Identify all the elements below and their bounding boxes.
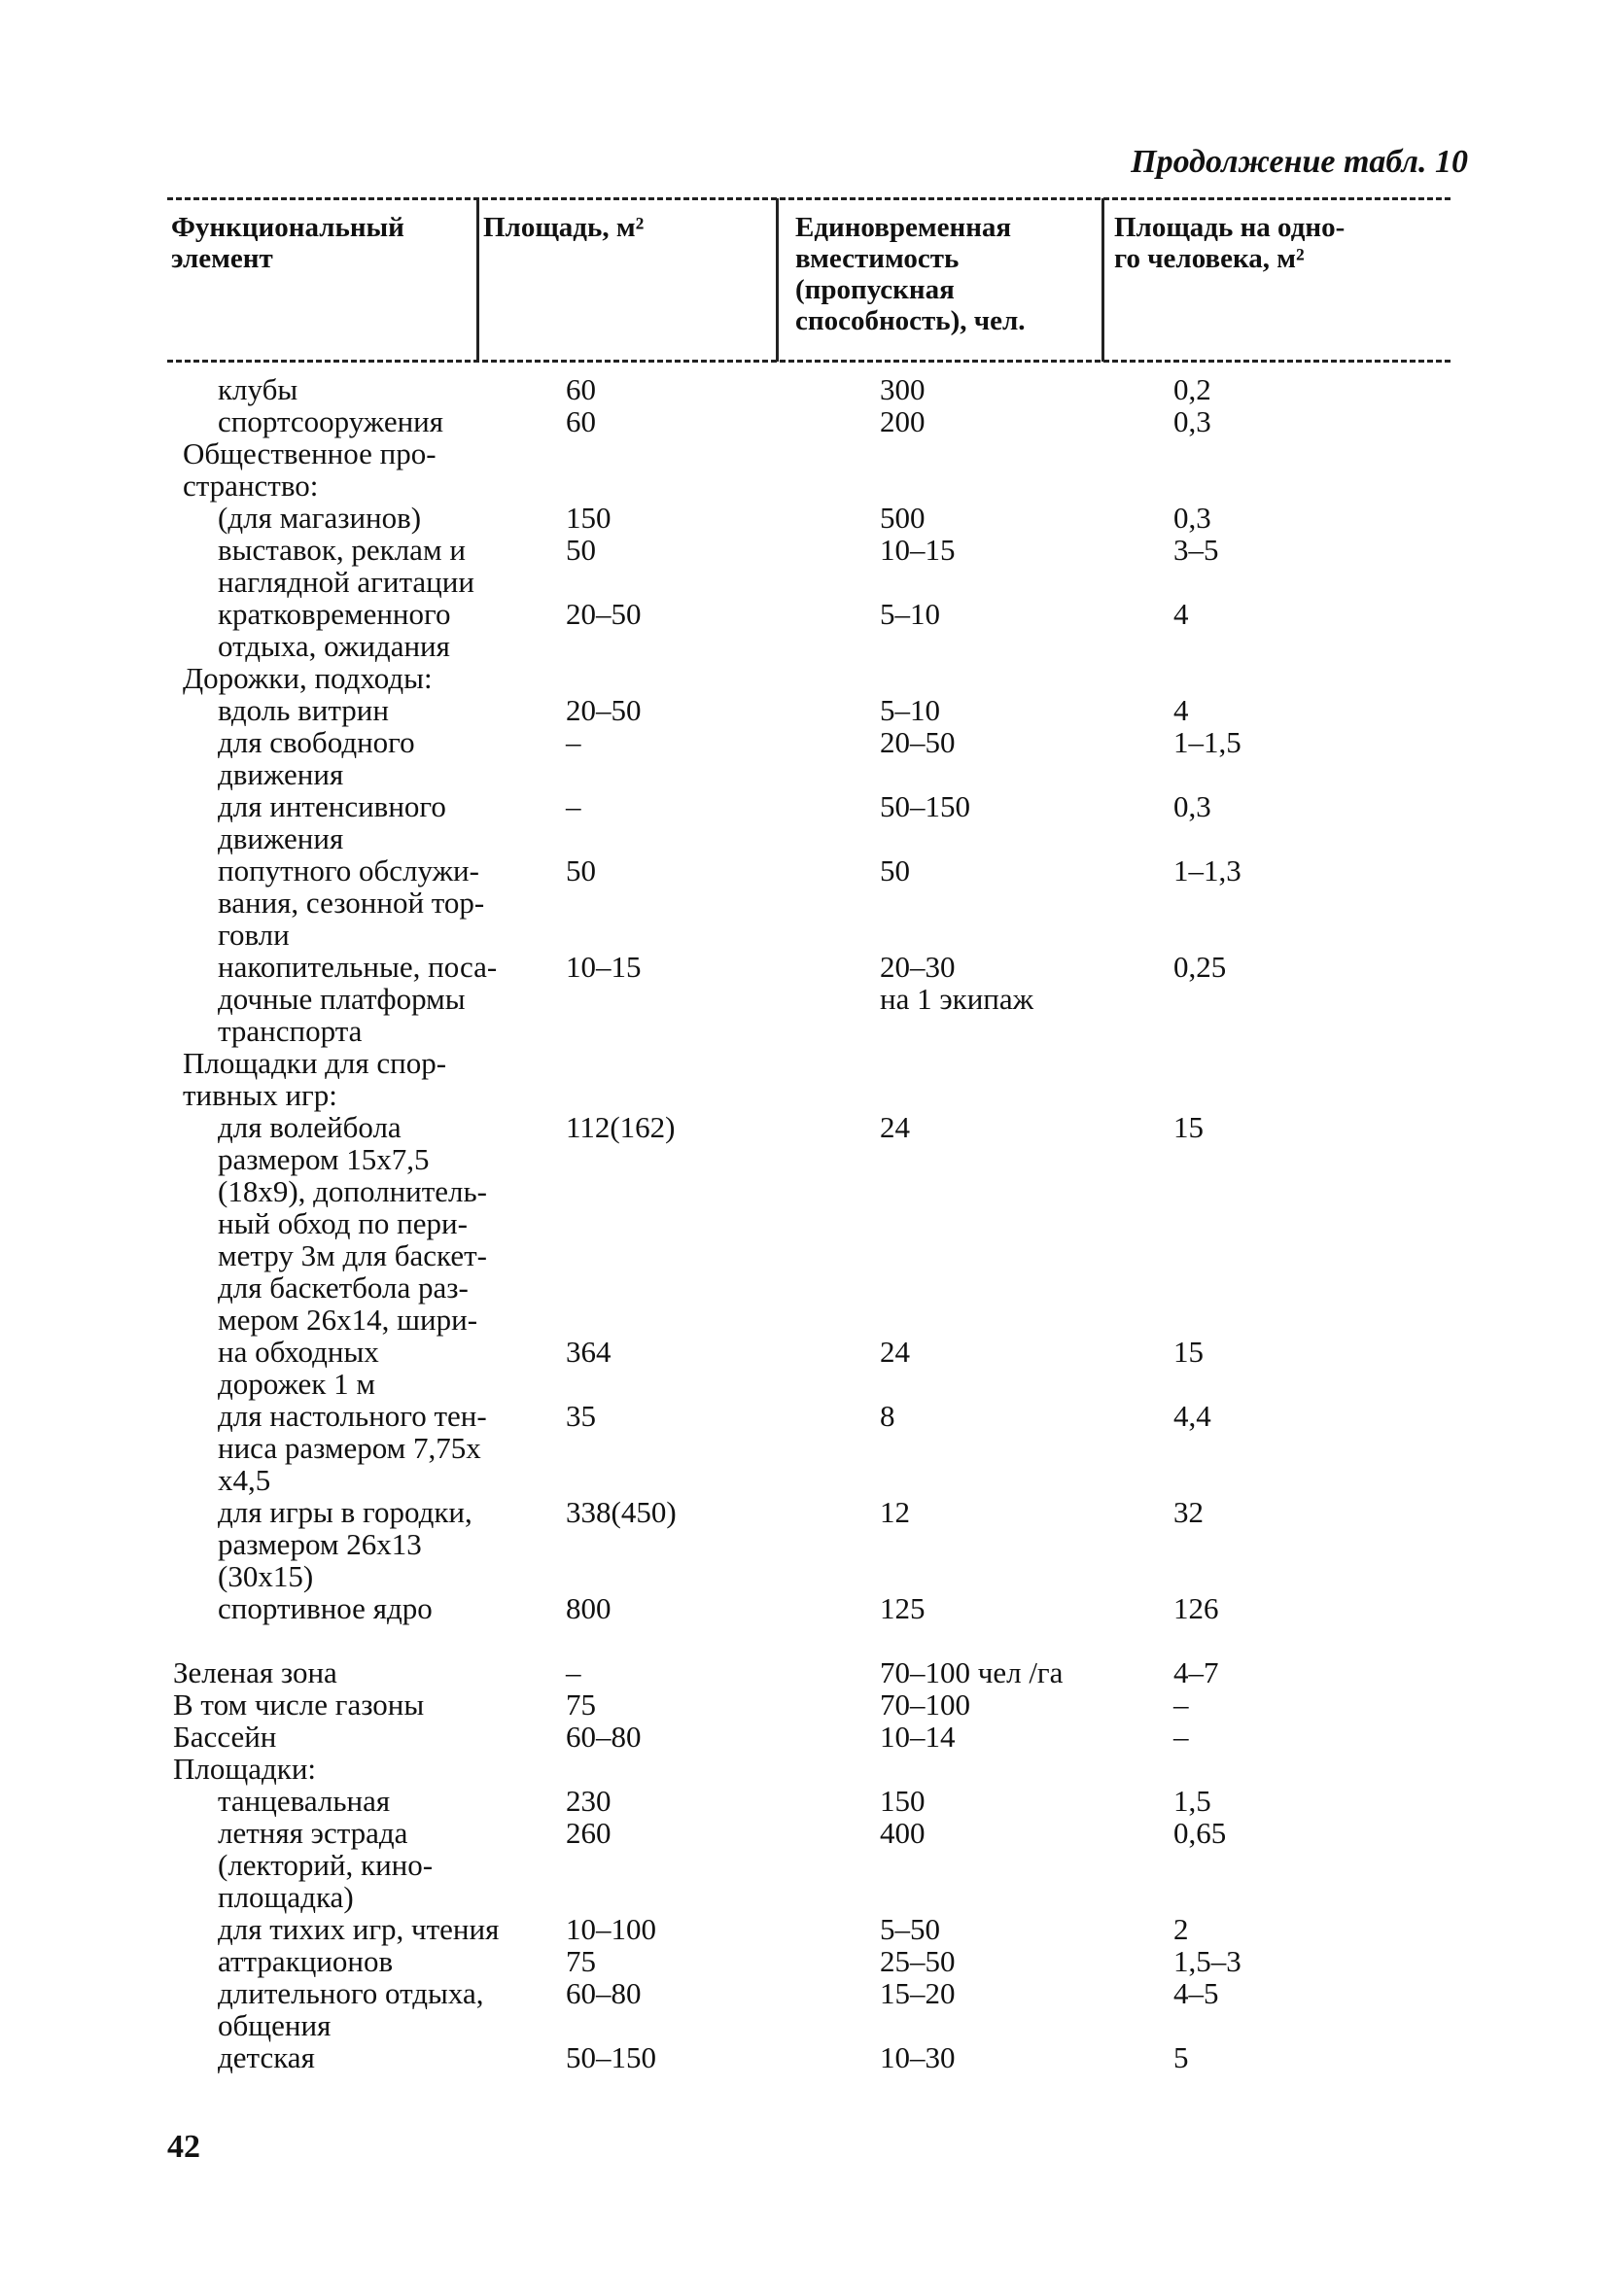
table-row <box>0 1560 1608 1592</box>
cell-element: для свободного <box>218 725 415 759</box>
header-per-person: Площадь на одно- го человека, м² <box>1114 212 1346 274</box>
cell-area: 50 <box>566 533 596 567</box>
column-divider <box>776 198 779 362</box>
table-row <box>0 1592 1608 1624</box>
table-row <box>0 1721 1608 1753</box>
cell-element: попутного обслужи- <box>218 853 479 887</box>
cell-capacity: 10–15 <box>880 533 956 567</box>
cell-capacity: 50–150 <box>880 789 970 823</box>
cell-per-person: 15 <box>1173 1335 1204 1369</box>
cell-per-person: – <box>1173 1687 1189 1722</box>
cell-element: (18х9), дополнитель- <box>218 1174 487 1208</box>
table-row <box>0 1111 1608 1143</box>
cell-element: (лекторий, кино- <box>218 1848 434 1882</box>
table-row <box>0 1368 1608 1400</box>
cell-capacity: 24 <box>880 1110 910 1144</box>
cell-area: 10–100 <box>566 1912 656 1946</box>
cell-area: 60 <box>566 372 596 406</box>
cell-per-person: 0,3 <box>1173 404 1211 438</box>
table-row <box>0 854 1608 887</box>
table-row <box>0 983 1608 1015</box>
cell-per-person: 0,2 <box>1173 372 1211 406</box>
cell-capacity: 25–50 <box>880 1944 956 1978</box>
table-row <box>0 662 1608 694</box>
table-row <box>0 630 1608 662</box>
cell-area: 800 <box>566 1591 612 1625</box>
cell-capacity: 20–50 <box>880 725 956 759</box>
cell-capacity: 70–100 чел /га <box>880 1655 1064 1689</box>
cell-capacity: 24 <box>880 1335 910 1369</box>
cell-area: 364 <box>566 1335 612 1369</box>
table-row <box>0 694 1608 726</box>
cell-capacity: 300 <box>880 372 926 406</box>
cell-area: 20–50 <box>566 693 642 727</box>
cell-area: 20–50 <box>566 597 642 631</box>
cell-element: размером 26х13 <box>218 1527 422 1561</box>
table-row <box>0 1143 1608 1175</box>
cell-per-person: 3–5 <box>1173 533 1219 567</box>
cell-element: В том числе газоны <box>173 1687 425 1722</box>
table-row <box>0 1496 1608 1528</box>
cell-per-person: 1,5–3 <box>1173 1944 1241 1978</box>
table-top-rule <box>167 197 1451 200</box>
cell-area: 60 <box>566 404 596 438</box>
cell-element: ный обход по пери- <box>218 1206 468 1240</box>
table-caption: Продолжение табл. 10 <box>1131 144 1468 180</box>
cell-per-person: 0,3 <box>1173 501 1211 535</box>
cell-per-person: 1–1,3 <box>1173 853 1241 887</box>
cell-per-person: 4,4 <box>1173 1399 1211 1433</box>
cell-area: 50 <box>566 853 596 887</box>
cell-element: Площадки для спор- <box>183 1046 447 1080</box>
cell-capacity: 200 <box>880 404 926 438</box>
cell-per-person: 4–5 <box>1173 1976 1219 2010</box>
cell-area: 150 <box>566 501 612 535</box>
cell-per-person: 0,65 <box>1173 1816 1227 1850</box>
cell-area: 10–15 <box>566 950 642 984</box>
cell-capacity: 50 <box>880 853 910 887</box>
cell-element: движения <box>218 821 344 855</box>
cell-capacity: 125 <box>880 1591 926 1625</box>
cell-element: детская <box>218 2040 315 2074</box>
column-divider <box>476 198 479 362</box>
table-row <box>0 1047 1608 1079</box>
cell-per-person: 2 <box>1173 1912 1189 1946</box>
table-row <box>0 566 1608 598</box>
cell-element: странство: <box>183 469 319 503</box>
cell-capacity: 70–100 <box>880 1687 970 1722</box>
cell-per-person: 4 <box>1173 597 1189 631</box>
cell-element: х4,5 <box>218 1463 271 1497</box>
table-row <box>0 1913 1608 1945</box>
cell-element: Площадки: <box>173 1752 317 1786</box>
cell-element: тивных игр: <box>183 1078 337 1112</box>
table-row <box>0 405 1608 437</box>
cell-element: на обходных <box>218 1335 379 1369</box>
table-row <box>0 1881 1608 1913</box>
cell-element: Зеленая зона <box>173 1655 337 1689</box>
table-header-rule <box>167 360 1451 363</box>
cell-element: длительного отдыха, <box>218 1976 484 2010</box>
table-row <box>0 373 1608 405</box>
cell-area: – <box>566 725 581 759</box>
cell-element: для тихих игр, чтения <box>218 1912 500 1946</box>
cell-per-person: 0,3 <box>1173 789 1211 823</box>
table-row <box>0 534 1608 566</box>
cell-element: клубы <box>218 372 298 406</box>
cell-element: вдоль витрин <box>218 693 389 727</box>
cell-capacity: 5–50 <box>880 1912 940 1946</box>
table-row <box>0 822 1608 854</box>
table-row <box>0 1432 1608 1464</box>
table-row <box>0 1304 1608 1336</box>
cell-per-person: 5 <box>1173 2040 1189 2074</box>
cell-capacity: 150 <box>880 1784 926 1818</box>
cell-area: 60–80 <box>566 1720 642 1754</box>
cell-area: 338(450) <box>566 1495 677 1529</box>
cell-element: говли <box>218 918 290 952</box>
cell-capacity: 10–30 <box>880 2040 956 2074</box>
table-row <box>0 1688 1608 1721</box>
table-row <box>0 758 1608 790</box>
page-number: 42 <box>167 2129 200 2165</box>
cell-capacity: 15–20 <box>880 1976 956 2010</box>
table-row <box>0 1817 1608 1849</box>
table-row <box>0 951 1608 983</box>
table-row <box>0 1753 1608 1785</box>
header-area: Площадь, м² <box>483 212 645 243</box>
cell-capacity: 5–10 <box>880 693 940 727</box>
cell-element: отдыха, ожидания <box>218 629 450 663</box>
table-row <box>0 1207 1608 1239</box>
cell-element: общения <box>218 2008 332 2042</box>
cell-area: 35 <box>566 1399 596 1433</box>
header-capacity: Единовременная вместимость (пропускная способность), чел. <box>795 212 1026 336</box>
cell-element: для баскетбола раз- <box>218 1270 469 1305</box>
table-row <box>0 1336 1608 1368</box>
table-row <box>0 919 1608 951</box>
cell-element: метру 3м для баскет- <box>218 1238 487 1272</box>
cell-per-person: 4 <box>1173 693 1189 727</box>
table-row <box>0 1271 1608 1304</box>
cell-element: танцевальная <box>218 1784 391 1818</box>
table-row <box>0 2041 1608 2073</box>
table-row <box>0 1656 1608 1688</box>
cell-element: для настольного тен- <box>218 1399 487 1433</box>
cell-area: 112(162) <box>566 1110 676 1144</box>
cell-element: размером 15х7,5 <box>218 1142 430 1176</box>
cell-area: – <box>566 789 581 823</box>
cell-per-person: 15 <box>1173 1110 1204 1144</box>
table-row <box>0 470 1608 502</box>
table-row <box>0 1785 1608 1817</box>
cell-element: аттракционов <box>218 1944 394 1978</box>
cell-capacity: 400 <box>880 1816 926 1850</box>
table-row <box>0 887 1608 919</box>
table-row <box>0 1977 1608 2009</box>
header-element: Функциональный элемент <box>171 212 404 274</box>
cell-element: Бассейн <box>173 1720 277 1754</box>
table-row <box>0 437 1608 470</box>
cell-element: летняя эстрада <box>218 1816 408 1850</box>
cell-per-person: – <box>1173 1720 1189 1754</box>
cell-area: 75 <box>566 1687 596 1722</box>
table-row <box>0 1239 1608 1271</box>
cell-element: выставок, реклам и <box>218 533 466 567</box>
column-divider <box>1101 198 1104 362</box>
table-row <box>0 790 1608 822</box>
cell-element: кратковременного <box>218 597 451 631</box>
cell-area: 230 <box>566 1784 612 1818</box>
cell-element: вания, сезонной тор- <box>218 886 485 920</box>
cell-per-person: 1,5 <box>1173 1784 1211 1818</box>
table-row <box>0 1015 1608 1047</box>
cell-element: Дорожки, подходы: <box>183 661 433 695</box>
table-row <box>0 1945 1608 1977</box>
cell-area: 75 <box>566 1944 596 1978</box>
table-row <box>0 598 1608 630</box>
cell-element: (для магазинов) <box>218 501 422 535</box>
cell-capacity: на 1 экипаж <box>880 982 1034 1016</box>
table-row <box>0 1528 1608 1560</box>
cell-element: Общественное про- <box>183 436 437 470</box>
cell-capacity: 500 <box>880 501 926 535</box>
table-row <box>0 1079 1608 1111</box>
cell-area: 60–80 <box>566 1976 642 2010</box>
cell-element: спортивное ядро <box>218 1591 433 1625</box>
table-row <box>0 1464 1608 1496</box>
cell-element: дочные платформы <box>218 982 466 1016</box>
cell-capacity: 12 <box>880 1495 910 1529</box>
cell-element: для игры в городки, <box>218 1495 472 1529</box>
table-row <box>0 1849 1608 1881</box>
table-row <box>0 1400 1608 1432</box>
table-row <box>0 1175 1608 1207</box>
table-row <box>0 1624 1608 1656</box>
cell-area: 50–150 <box>566 2040 656 2074</box>
cell-element: накопительные, поса- <box>218 950 498 984</box>
cell-element: площадка) <box>218 1880 354 1914</box>
cell-element: ниса размером 7,75х <box>218 1431 481 1465</box>
cell-element: для волейбола <box>218 1110 402 1144</box>
cell-element: спортсооружения <box>218 404 444 438</box>
table-row <box>0 726 1608 758</box>
cell-per-person: 126 <box>1173 1591 1219 1625</box>
cell-capacity: 20–30 <box>880 950 956 984</box>
table-row <box>0 2009 1608 2041</box>
cell-area: – <box>566 1655 581 1689</box>
cell-element: для интенсивного <box>218 789 446 823</box>
cell-per-person: 0,25 <box>1173 950 1227 984</box>
cell-area: 260 <box>566 1816 612 1850</box>
cell-per-person: 1–1,5 <box>1173 725 1241 759</box>
cell-per-person: 32 <box>1173 1495 1204 1529</box>
table-row <box>0 502 1608 534</box>
cell-element: движения <box>218 757 344 791</box>
cell-element: наглядной агитации <box>218 565 474 599</box>
cell-element: транспорта <box>218 1014 363 1048</box>
cell-element: мером 26х14, шири- <box>218 1303 478 1337</box>
cell-capacity: 8 <box>880 1399 895 1433</box>
cell-per-person: 4–7 <box>1173 1655 1219 1689</box>
cell-capacity: 10–14 <box>880 1720 956 1754</box>
cell-element: (30х15) <box>218 1559 314 1593</box>
cell-capacity: 5–10 <box>880 597 940 631</box>
cell-element: дорожек 1 м <box>218 1367 375 1401</box>
